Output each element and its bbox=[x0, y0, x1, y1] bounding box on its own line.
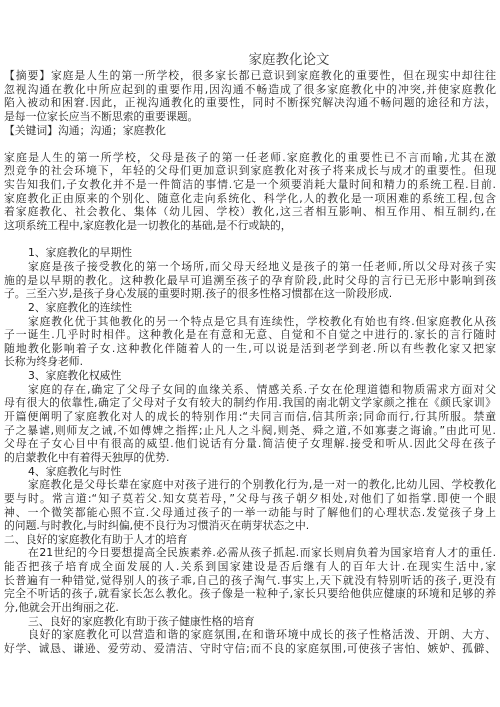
paragraph-line: 开篇便阐明了家庭教化对人的成长的特别作用:“夫同言而信,信其所亲;同命而行,行其所服。禁童 bbox=[4, 410, 496, 424]
paragraph-line: 子。三至六岁,是孩子身心发展的重要时期.孩子的很多性格习惯都在这一阶段形成. bbox=[4, 287, 393, 301]
paragraph-line: 的启蒙教化中有着得天独厚的优势. bbox=[4, 450, 170, 464]
document-title: 家庭教化论文 bbox=[248, 52, 330, 68]
abstract-line: 陷入被动和困窘.因此，正视沟通教化的重要性，同时不断探究解决沟通不畅问题的途径和方法， bbox=[4, 96, 496, 110]
paragraph-line: 家庭的存在,确定了父母子女间的血缘关系、情感关系.子女在伦理道德和物质需求方面对父 bbox=[28, 382, 496, 396]
blank-line bbox=[4, 137, 496, 151]
section-heading: 4、家庭教化与时性 bbox=[28, 464, 122, 478]
abstract-line: 忽视沟通在教化中所应起到的重要作用,因沟通不畅造成了很多家庭教化中的冲突,并使家庭教化 bbox=[4, 82, 496, 96]
paragraph-line: 母有很大的依靠性,确定了父母对子女有较大的制约作用.我国的南北朝文学家颜之推在《颜氏家训》 bbox=[4, 396, 496, 410]
section-heading: 2、家庭教化的连续性 bbox=[28, 300, 133, 314]
paragraph-line: 良好的家庭教化可以营造和谐的家庭氛围,在和谐环境中成长的孩子性格活泼、开朗、大方、 bbox=[28, 628, 496, 642]
section-heading: 二、良好的家庭教化有助于人才的培育 bbox=[4, 532, 188, 546]
paragraph-line: 家庭教化优于其他教化的另一个特点是它具有连续性，学校教化有始也有终.但家庭教化从孩 bbox=[28, 314, 496, 328]
paragraph-line: 父母在子女心目中有很高的威望.他们说话有分量.简洁使子女理解.接受和听从.因此父母在孩子 bbox=[4, 437, 496, 451]
paragraph-line: 子一诞生.几乎时时相伴。这种教化是在有意和无意、自觉和不自觉之中进行的.家长的言行随时 bbox=[4, 328, 496, 342]
intro-line: 着家庭教化、社会教化、集体（幼儿园、学校）教化,这三者相互影响、相互作用、相互制约,在 bbox=[4, 205, 496, 219]
paragraph-line: 在21世纪的今日要想提高全民族素养.必需从孩子抓起.而家长则肩负着为国家培育人才的重任. bbox=[28, 546, 496, 560]
paragraph-line: 能否把孩子培育成全面发展的人.关系到国家建设是否后继有人的百年大计.在现实生活中,家 bbox=[4, 560, 496, 574]
paragraph-line: 家庭是孩子接受教化的第一个场所,而父母天经地义是孩子的第一任老师,所以父母对孩子实 bbox=[28, 259, 496, 273]
paragraph-line: 完全不听话的孩子,就看家长怎么教化。孩子像是一粒种子,家长只要给他供应健康的环境和足够的养 bbox=[4, 587, 496, 601]
intro-line: 家庭教化正由原来的个别化、随意化走向系统化、科学化,人的教化是一项困难的系统工程,包含 bbox=[4, 191, 496, 205]
document-body bbox=[4, 69, 496, 656]
intro-line: 实告知我们,子女教化并不是一件简洁的事情.它是一个须要消耗大量时间和精力的系统工程.目前. bbox=[4, 178, 496, 192]
keywords-line: 【关键词】沟通；沟通；家庭教化 bbox=[4, 123, 166, 137]
abstract-line: 【摘要】家庭是人生的第一所学校，很多家长都已意识到家庭教化的重要性，但在现实中却往往 bbox=[4, 69, 496, 82]
intro-line: 烈竞争的社会环境下，年轻的父母们更加意识到家庭教化对孩子将来成长与成才的重要性。但现 bbox=[4, 164, 496, 178]
paragraph-line: 分,他就会开出绚丽之花. bbox=[4, 600, 119, 614]
blank-line bbox=[4, 233, 496, 247]
section-heading: 1、家庭教化的早期性 bbox=[28, 246, 133, 260]
abstract-line: 是每一位家长应当不断思索的重要课题。 bbox=[4, 109, 199, 123]
paragraph-line: 要与时。常言道:“知子莫若父.知女莫若母，”父母与孩子朝夕相处,对他们了如指掌.即使一个眼 bbox=[4, 491, 496, 505]
paragraph-line: 好学、诚恳、谦逊、爱劳动、爱清洁、守时守信;而不良的家庭氛围,可使孩子害怕、嫉妒、孤僻、 bbox=[4, 641, 496, 655]
paragraph-line: 子之暴谑,则师友之诫,不如傅婢之指挥;止凡人之斗阋,则尧、舜之道,不如寡妻之诲谕。”由此可见. bbox=[4, 423, 496, 437]
paragraph-line: 神、一个微笑都能心照不宣.父母通过孩子的一举一动能与时了解他们的心理状态.发觉孩子身上 bbox=[4, 505, 496, 519]
paragraph-line: 长称为终身老师. bbox=[4, 355, 84, 369]
intro-line: 家庭是人生的第一所学校，父母是孩子的第一任老师.家庭教化的重要性已不言而喻,尤其在激 bbox=[4, 150, 496, 164]
paragraph-line: 施的是以早期的教化。这种教化最早可追溯至孩子的孕育阶段,此时父母的言行已无形中影响到孩 bbox=[4, 273, 496, 287]
paragraph-line: 随地教化影响着子女.这种教化伴随着人的一生,可以说是活到老学到老.所以有些教化家又把家 bbox=[4, 341, 496, 355]
intro-line: 这项系统工程中,家庭教化是一切教化的基础,是不行或缺的， bbox=[4, 219, 292, 233]
paragraph-line: 家庭教化是父母长辈在家庭中对孩子进行的个别教化行为,是一对一的教化,比幼儿园、学校教化 bbox=[28, 478, 496, 492]
paragraph-line: 的问题.与时教化,与时纠偏,使不良行为习惯消灭在萌芽状态之中. bbox=[4, 519, 310, 533]
section-heading: 三、良好的家庭教化有助于孩子健康性格的培育 bbox=[28, 614, 255, 628]
paragraph-line: 长普遍有一种错觉,觉得别人的孩子乖,自己的孩子淘气.事实上,天下就没有特别听话的孩子,更没有 bbox=[4, 573, 496, 587]
section-heading: 3、家庭教化权威性 bbox=[28, 369, 122, 383]
